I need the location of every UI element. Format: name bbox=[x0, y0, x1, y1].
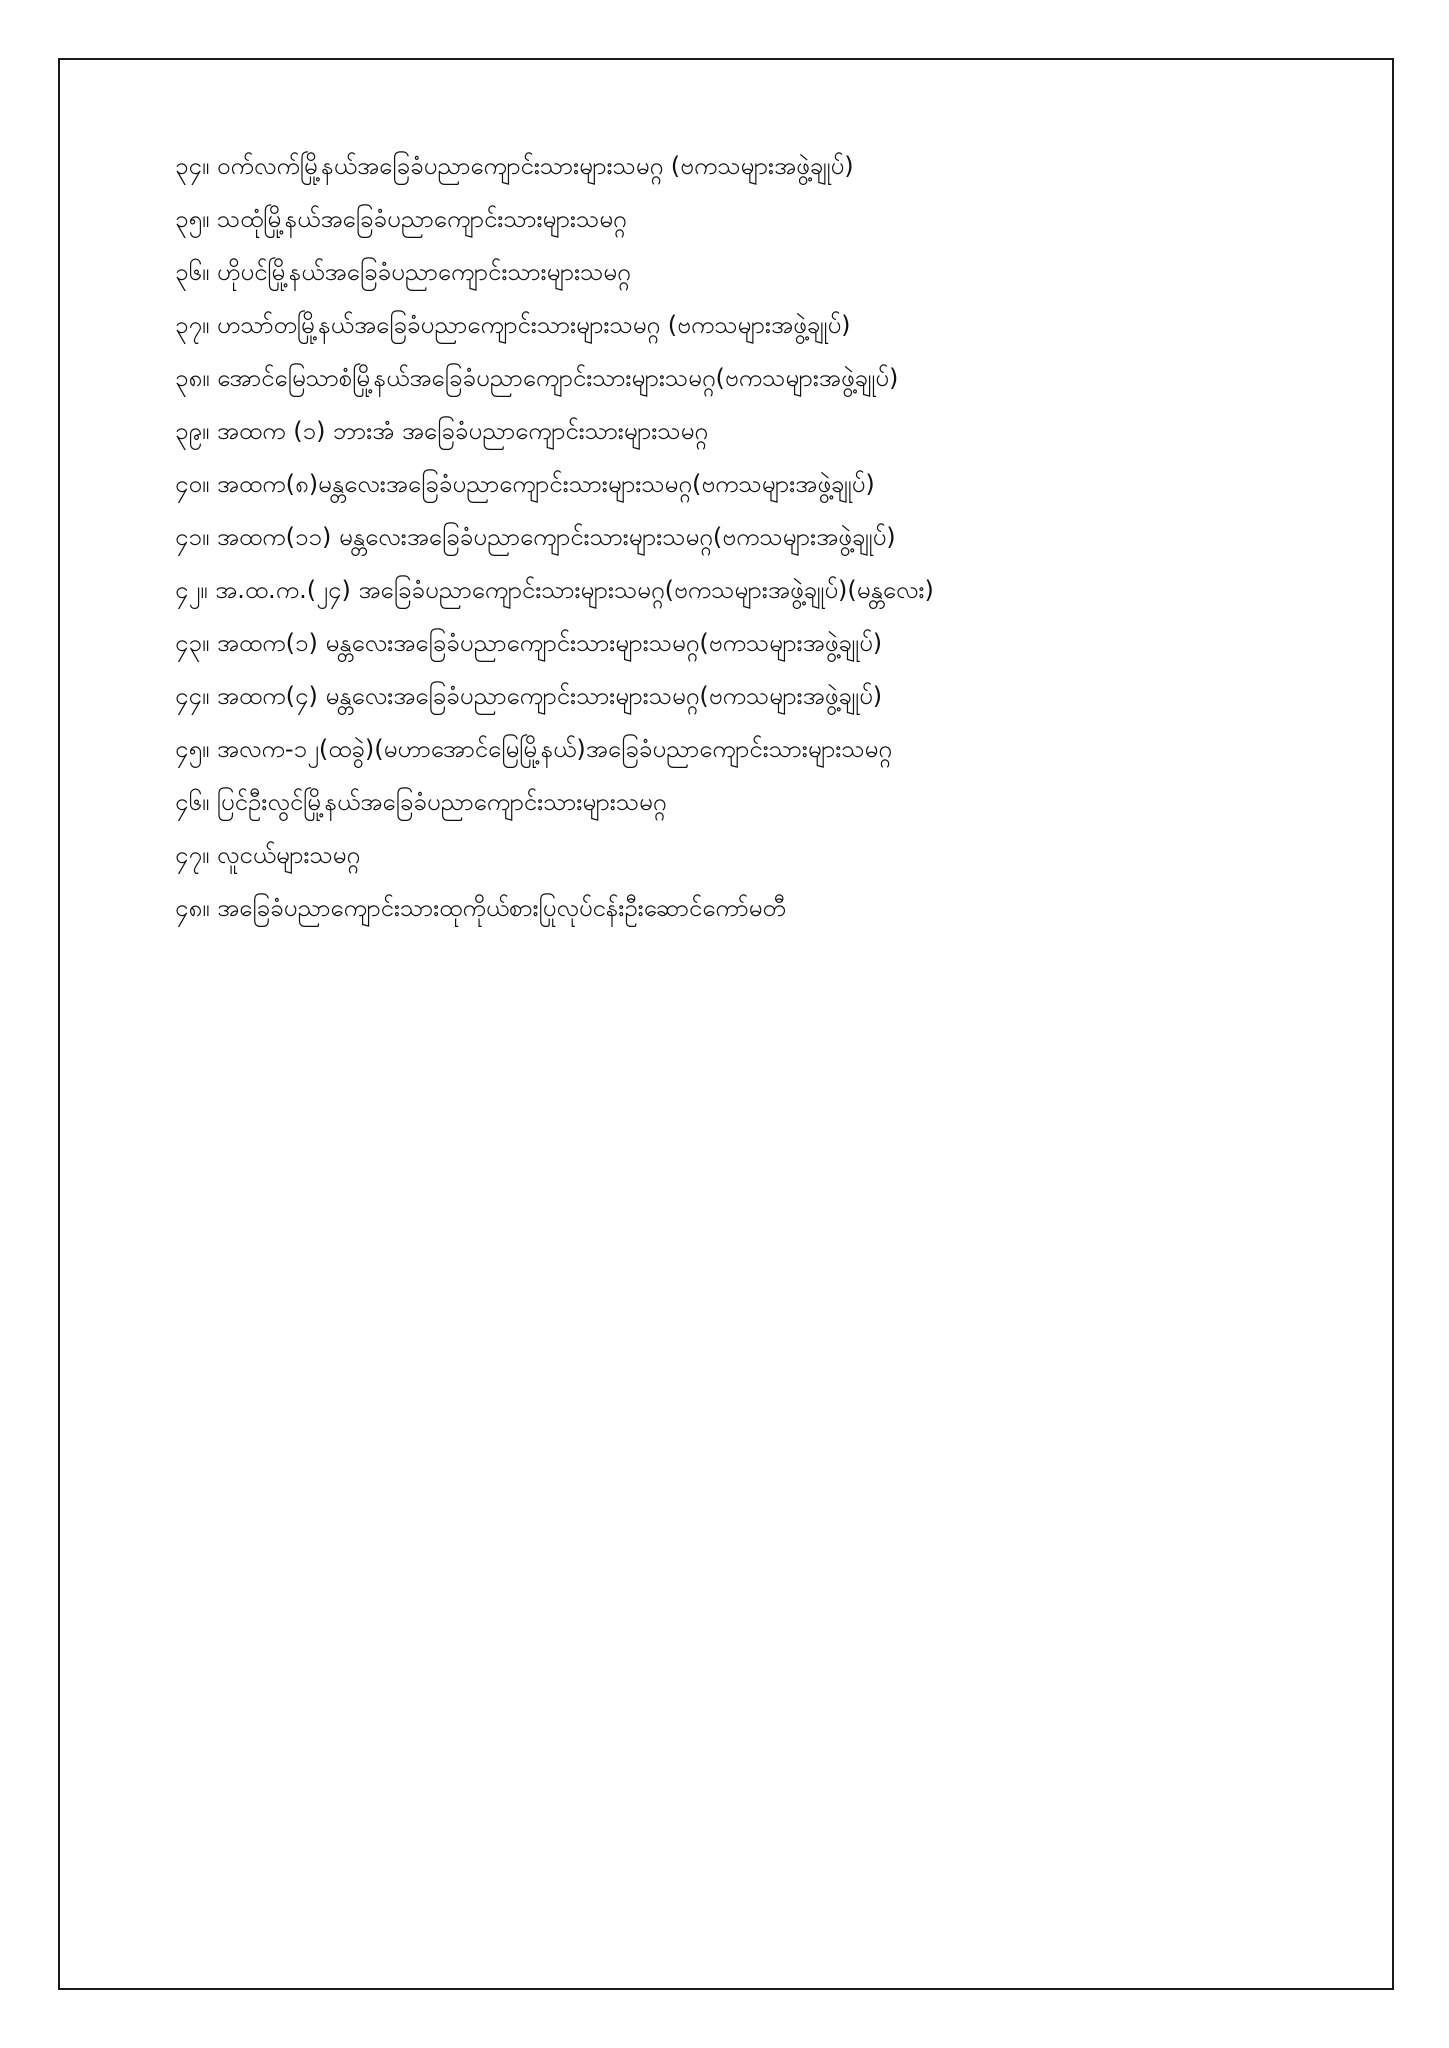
list-item: ၄၂။ အ.ထ.က.(၂၄) အခြေခံပညာကျောင်းသားများသမဂ္ဂ(ဗကသများအဖွဲ့ချုပ်)(မန္တလေး) bbox=[175, 576, 934, 604]
list-item: ၄၁။ အထက(၁၁) မန္တလေးအခြေခံပညာကျောင်းသားများသမဂ္ဂ(ဗကသများအဖွဲ့ချုပ်) bbox=[175, 523, 896, 551]
list-item: ၄၃။ အထက(၁) မန္တလေးအခြေခံပညာကျောင်းသားများသမဂ္ဂ(ဗကသများအဖွဲ့ချုပ်) bbox=[175, 629, 883, 657]
list-item: ၄၈။ အခြေခံပညာကျောင်းသားထုကိုယ်စားပြုလုပ်ငန်းဦးဆောင်ကော်မတီ bbox=[175, 894, 786, 922]
list-item: ၄၀။ အထက(၈)မန္တလေးအခြေခံပညာကျောင်းသားများသမဂ္ဂ(ဗကသများအဖွဲ့ချုပ်) bbox=[175, 470, 875, 498]
list-item: ၃၄။ ဝက်လက်မြို့နယ်အခြေခံပညာကျောင်းသားများသမဂ္ဂ (ဗကသများအဖွဲ့ချုပ်) bbox=[175, 152, 854, 180]
list-item: ၃၈။ အောင်မြေသာစံမြို့နယ်အခြေခံပညာကျောင်းသားများသမဂ္ဂ(ဗကသများအဖွဲ့ချုပ်) bbox=[175, 364, 899, 392]
list-item: ၃၉။ အထက (၁) ဘားအံ အခြေခံပညာကျောင်းသားများသမဂ္ဂ bbox=[175, 417, 708, 445]
organization-list bbox=[175, 140, 1355, 935]
list-item: ၃၇။ ဟသာ်တမြို့နယ်အခြေခံပညာကျောင်းသားများသမဂ္ဂ (ဗကသများအဖွဲ့ချုပ်) bbox=[175, 311, 851, 339]
list-item: ၃၆။ ဟိုပင်မြို့နယ်အခြေခံပညာကျောင်းသားများသမဂ္ဂ bbox=[175, 258, 631, 286]
list-item: ၄၇။ လူငယ်များသမဂ္ဂ bbox=[175, 841, 361, 869]
list-item: ၄၆။ ပြင်ဦးလွင်မြို့နယ်အခြေခံပညာကျောင်းသားများသမဂ္ဂ bbox=[175, 788, 667, 816]
list-item: ၄၅။ အလက-၁၂(ထခွဲ)(မဟာအောင်မြေမြို့နယ်)အခြေခံပညာကျောင်းသားများသမဂ္ဂ bbox=[175, 735, 892, 763]
list-item: ၃၅။ သထုံမြို့နယ်အခြေခံပညာကျောင်းသားများသမဂ္ဂ bbox=[175, 205, 627, 233]
list-item: ၄၄။ အထက(၄) မန္တလေးအခြေခံပညာကျောင်းသားများသမဂ္ဂ(ဗကသများအဖွဲ့ချုပ်) bbox=[175, 682, 883, 710]
